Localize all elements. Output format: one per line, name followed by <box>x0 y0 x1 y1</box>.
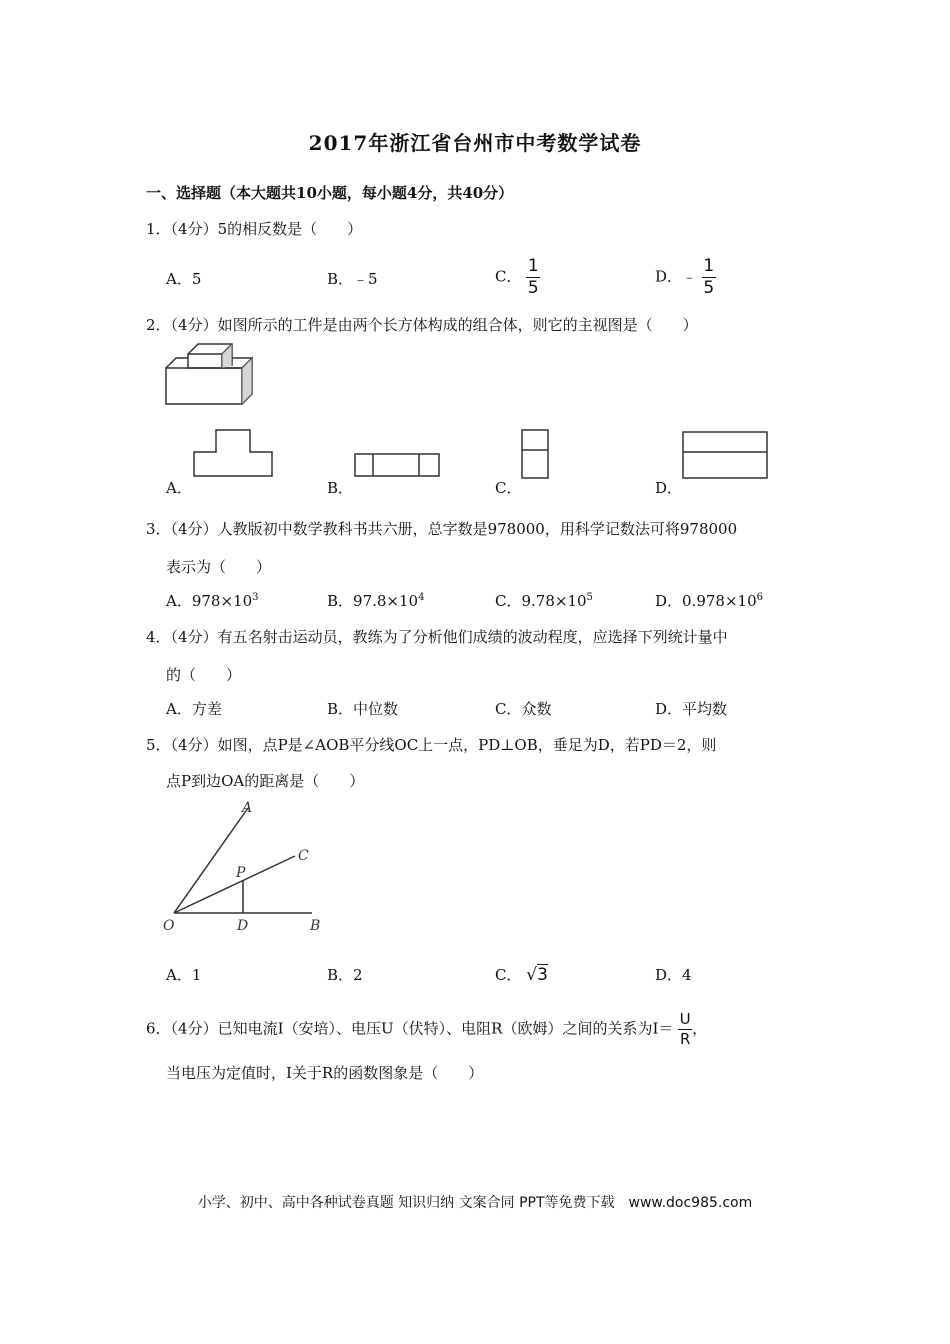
label-o: O <box>163 918 175 934</box>
question-3-stem-line2: 表示为（ ） <box>166 558 272 576</box>
q2-option-d: D． <box>655 479 683 497</box>
q1-option-c <box>495 258 540 297</box>
q3-option-c <box>495 590 593 611</box>
label-b: B <box>310 918 321 934</box>
q1-fraction-d <box>702 258 716 297</box>
q4-option-c: C．众数 <box>495 700 552 718</box>
question-2-stem: 2．（4分）如图所示的工件是由两个长方体构成的组合体，则它的主视图是（ ） <box>146 316 698 334</box>
q3-option-a <box>166 590 259 611</box>
q4-option-b: B．中位数 <box>327 700 399 718</box>
q3-option-a-base: A．978×10 <box>166 592 253 610</box>
q1-option-c-label: C． <box>495 267 522 286</box>
q3-option-d-exponent: 6 <box>756 592 763 603</box>
fraction-denominator: R <box>679 1030 691 1048</box>
section-heading: 一、选择题（本大题共10小题，每小题4分，共40分） <box>146 184 514 202</box>
q3-option-b-exponent: 4 <box>418 592 425 603</box>
q1-fraction-c <box>526 258 540 297</box>
fraction-numerator: 1 <box>703 256 715 276</box>
q5-angle-diagram <box>160 798 330 938</box>
q6-formula-fraction <box>678 1012 692 1047</box>
q2-option-b: B． <box>327 479 354 497</box>
q2-option-a: A． <box>166 479 192 497</box>
q1-option-b: B．﹣5 <box>327 270 378 288</box>
ray-oa <box>174 808 248 913</box>
fraction-numerator: U <box>679 1010 691 1028</box>
question-5-stem-line1: 5．（4分）如图，点P是∠AOB平分线OC上一点，PD⊥OB，垂足为D，若PD＝2，则 <box>146 736 717 754</box>
ray-oc <box>174 856 295 913</box>
label-c: C <box>298 848 309 864</box>
page-footer: 小学、初中、高中各种试卷真题 知识归纳 文案合同 PPT等免费下载 www.doc985.com <box>197 1195 753 1211</box>
q3-option-d <box>655 590 763 611</box>
q5-option-c <box>495 964 548 985</box>
q3-option-c-exponent: 5 <box>586 592 593 603</box>
q1-option-a: A．5 <box>166 270 202 288</box>
q1-option-d <box>655 258 716 297</box>
q4-option-d: D．平均数 <box>655 700 728 718</box>
q5-option-c-label: C． <box>495 966 522 984</box>
q5-option-b: B．2 <box>327 966 363 984</box>
question-6-stem-text: 6．（4分）已知电流I（安培）、电压U（伏特）、电阻R（欧姆）之间的关系为I＝ <box>146 1019 674 1038</box>
q2-option-b-figure <box>353 452 443 480</box>
label-d: D <box>237 918 249 934</box>
q2-option-c-figure <box>520 428 552 482</box>
q1-option-d-label: D．﹣ <box>655 267 698 286</box>
q3-option-d-base: D．0.978×10 <box>655 592 757 610</box>
q2-option-a-figure <box>192 428 276 480</box>
q3-option-a-exponent: 3 <box>252 592 259 603</box>
label-a: A <box>242 800 253 816</box>
page-title: 2017年浙江省台州市中考数学试卷 <box>308 131 642 155</box>
q6-comma: ， <box>692 1019 708 1038</box>
question-4-stem-line2: 的（ ） <box>166 666 242 684</box>
question-3-stem-line1: 3．（4分）人教版初中数学教科书共六册，总字数是978000，用科学记数法可将978000 <box>146 520 738 538</box>
q3-option-c-base: C．9.78×10 <box>495 592 587 610</box>
q2-3d-figure <box>160 340 260 410</box>
q4-option-a: A．方差 <box>166 700 222 718</box>
question-6-stem-line2: 当电压为定值时，I关于R的函数图象是（ ） <box>166 1064 484 1082</box>
fraction-numerator: 1 <box>527 256 539 276</box>
sqrt-icon: √ <box>526 965 538 985</box>
q2-option-c: C． <box>495 479 522 497</box>
q3-option-b-base: B．97.8×10 <box>327 592 419 610</box>
q2-option-d-figure <box>681 430 771 480</box>
q5-radicand: 3 <box>537 965 548 985</box>
q3-option-b <box>327 590 424 611</box>
question-5-stem-line2: 点P到边OA的距离是（ ） <box>166 772 365 790</box>
question-4-stem-line1: 4．（4分）有五名射击运动员，教练为了分析他们成绩的波动程度，应选择下列统计量中 <box>146 628 728 646</box>
q5-option-d: D．4 <box>655 966 692 984</box>
fraction-denominator: 5 <box>703 278 715 298</box>
question-1-stem: 1．（4分）5的相反数是（ ） <box>146 220 363 238</box>
fraction-denominator: 5 <box>527 278 539 298</box>
question-6-stem-line1 <box>146 1012 707 1047</box>
label-p: P <box>236 865 246 881</box>
q5-option-a: A．1 <box>166 966 202 984</box>
